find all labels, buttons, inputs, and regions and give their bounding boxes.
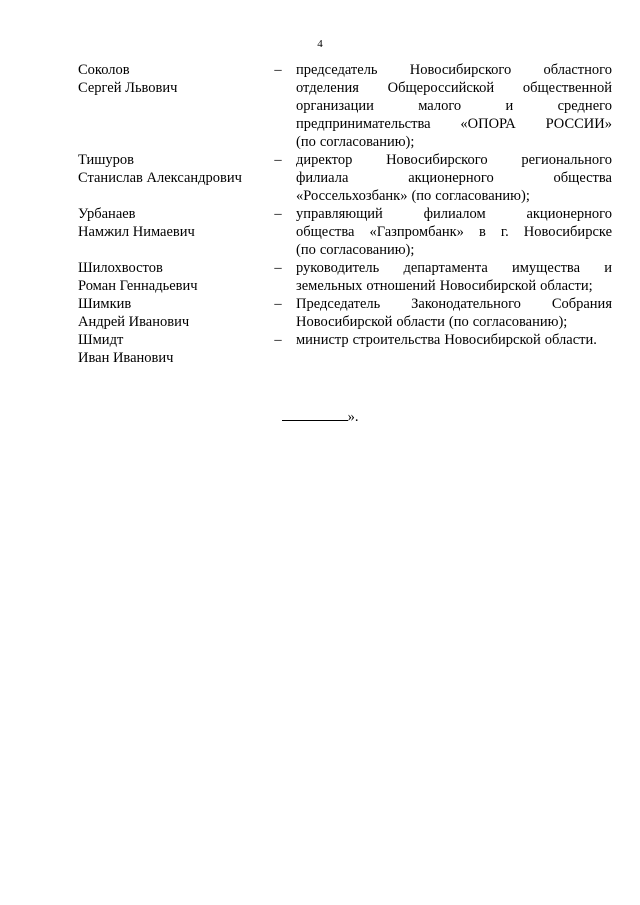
position-line (296, 277, 612, 295)
roster-entry (78, 205, 612, 259)
member-position (296, 295, 612, 331)
separator-dash: – (274, 62, 282, 78)
roster-entry (78, 61, 612, 151)
closing-quote: ». (347, 409, 359, 425)
roster-entry (78, 151, 612, 205)
separator-dash: – (274, 332, 282, 348)
position-word: общества (296, 224, 355, 240)
member-given-name: Иван Иванович (78, 350, 174, 366)
member-given-name: Роман Геннадьевич (78, 278, 198, 294)
member-surname: Шмидт (78, 332, 124, 348)
separator-dash: – (274, 152, 282, 168)
position-word: среднего (557, 98, 612, 114)
position-word: отделения (296, 80, 359, 96)
position-word: согласованию); (472, 314, 568, 330)
member-given-name: Андрей Иванович (78, 314, 190, 330)
member-name (78, 331, 260, 367)
closing-mark (0, 408, 640, 426)
position-word: Новосибирской (444, 332, 541, 348)
member-position (296, 151, 612, 205)
position-word: отношений (366, 278, 436, 294)
member-surname: Соколов (78, 62, 130, 78)
member-surname: Тишуров (78, 152, 135, 168)
position-word: Собрания (551, 296, 612, 312)
position-word: (по (448, 314, 469, 330)
member-name (78, 295, 260, 331)
member-given-name: Намжил Нимаевич (78, 224, 195, 240)
position-word: организации (296, 98, 374, 114)
position-word: строительства (352, 332, 441, 348)
position-word: общественной (522, 80, 612, 96)
position-line (296, 115, 612, 133)
position-line (296, 151, 612, 169)
position-word: земельных (296, 278, 363, 294)
position-line (296, 133, 612, 151)
position-word: «Газпромбанк» (369, 224, 464, 240)
position-word: предпринимательства (296, 116, 431, 132)
position-word: области. (544, 332, 597, 348)
member-position (296, 205, 612, 259)
member-position (296, 259, 612, 295)
separator-dash: – (274, 260, 282, 276)
position-line (296, 331, 612, 349)
position-line (296, 223, 612, 241)
separator-dash: – (274, 206, 282, 222)
position-word: филиала (296, 170, 349, 186)
member-given-name: Сергей Львович (78, 80, 178, 96)
position-word: области; (540, 278, 593, 294)
position-word: области (396, 314, 445, 330)
position-word: РОССИИ» (545, 116, 612, 132)
member-surname: Шилохвостов (78, 260, 163, 276)
position-word: областного (543, 62, 612, 78)
position-word: (по (296, 134, 316, 150)
roster-entry (78, 259, 612, 295)
position-word: Новосибирского (409, 62, 512, 78)
position-word: департамента (403, 260, 488, 276)
position-word: Законодательного (411, 296, 521, 312)
position-word: руководитель (296, 260, 380, 276)
position-word: малого (418, 98, 462, 114)
position-word: председатель (296, 62, 378, 78)
position-word: Новосибирской (296, 314, 393, 330)
position-word: имущества (512, 260, 581, 276)
roster-entry (78, 295, 612, 331)
position-word: (по (296, 242, 316, 258)
position-word: в (478, 224, 486, 240)
position-word: Новосибирского (386, 152, 488, 168)
position-line (296, 97, 612, 115)
position-word: управляющий (296, 206, 383, 222)
member-roster (78, 61, 612, 367)
position-word: Общероссийской (387, 80, 495, 96)
position-word: общества (553, 170, 612, 186)
page-number: 4 (317, 38, 323, 50)
roster-entry (78, 331, 612, 367)
member-position (296, 331, 612, 349)
position-line (296, 259, 612, 277)
position-word: согласованию); (319, 134, 415, 150)
position-line (296, 79, 612, 97)
position-word: регионального (521, 152, 612, 168)
position-line (296, 61, 612, 79)
member-name (78, 259, 260, 295)
closing-underline (282, 408, 348, 421)
position-word: министр (296, 332, 349, 348)
position-word: акционерного (408, 170, 494, 186)
member-surname: Шимкив (78, 296, 132, 312)
position-word: Новосибирске (523, 224, 612, 240)
member-surname: Урбанаев (78, 206, 136, 222)
position-line (296, 295, 612, 313)
position-line (296, 205, 612, 223)
member-name (78, 151, 260, 187)
separator-dash: – (274, 296, 282, 312)
position-word: Новосибирской (439, 278, 537, 294)
position-word: согласованию); (435, 188, 530, 204)
position-line (296, 313, 612, 331)
position-line (296, 241, 612, 259)
position-line (296, 169, 612, 187)
member-name (78, 61, 260, 97)
position-word: директор (296, 152, 353, 168)
position-word: «Россельхозбанк» (296, 188, 408, 204)
position-word: филиалом (423, 206, 486, 222)
position-word: «ОПОРА (460, 116, 516, 132)
position-word: и (604, 260, 612, 276)
member-position (296, 61, 612, 151)
member-given-name: Станислав Александрович (78, 170, 242, 186)
position-word: г. (500, 224, 509, 240)
position-word: согласованию); (319, 242, 415, 258)
position-line (296, 187, 612, 205)
position-word: акционерного (526, 206, 612, 222)
position-word: Председатель (296, 296, 381, 312)
member-name (78, 205, 260, 241)
position-word: и (505, 98, 514, 114)
position-word: (по (411, 188, 432, 204)
